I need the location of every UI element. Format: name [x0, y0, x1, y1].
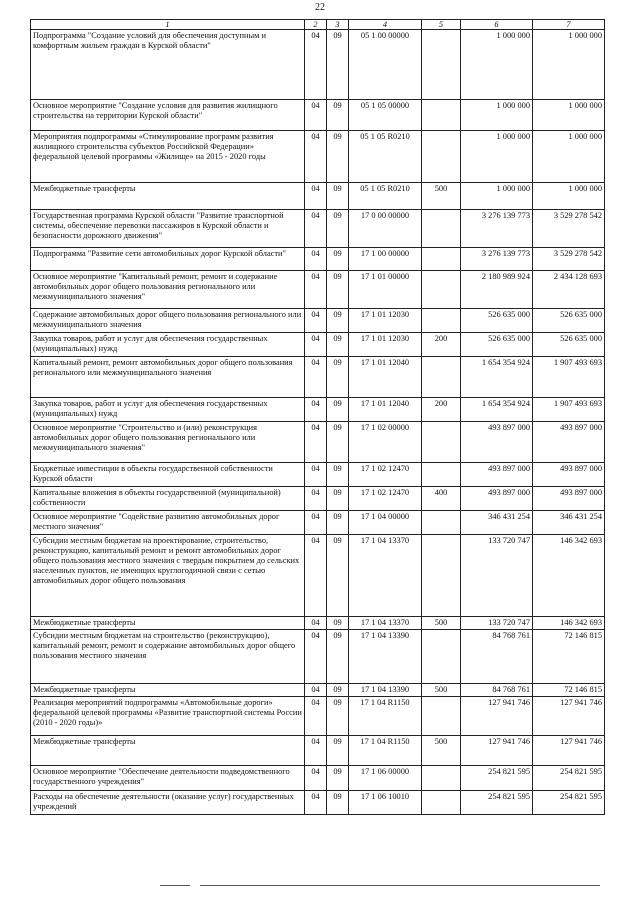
- cell-sum2: 1 000 000: [533, 183, 605, 210]
- cell-sum2: 346 431 254: [533, 511, 605, 535]
- cell-vr: [422, 271, 461, 309]
- header-cell-csr: 4: [349, 20, 422, 30]
- cell-sum2: 1 000 000: [533, 131, 605, 183]
- cell-name: Подпрограмма "Создание условий для обеспечения доступным и комфортным жильем граждан в Курской области": [31, 30, 305, 100]
- cell-sum2: 1 907 493 693: [533, 357, 605, 398]
- cell-sum1: 127 941 746: [461, 697, 533, 736]
- cell-name: Межбюджетные трансферты: [31, 736, 305, 766]
- cell-rz: 04: [305, 309, 327, 333]
- cell-sum1: 1 654 354 924: [461, 398, 533, 422]
- cell-name: Капитальные вложения в объекты государственной (муниципальной) собственности: [31, 487, 305, 511]
- cell-sum2: 127 941 746: [533, 697, 605, 736]
- cell-sum2: 254 821 595: [533, 791, 605, 815]
- cell-vr: [422, 697, 461, 736]
- cell-vr: [422, 630, 461, 684]
- cell-csr: 05 1 05 00000: [349, 100, 422, 131]
- cell-vr: [422, 535, 461, 617]
- cell-vr: [422, 210, 461, 248]
- cell-sum1: 1 000 000: [461, 131, 533, 183]
- cell-name: Подпрограмма "Развитие сети автомобильных дорог Курской области": [31, 248, 305, 271]
- cell-name: Субсидии местным бюджетам на строительство (реконструкцию), капитальный ремонт, ремонт и содержание автомобильных дорог общего пользования местного значения: [31, 630, 305, 684]
- table-row: [31, 309, 605, 333]
- cell-csr: 05 1 00 00000: [349, 30, 422, 100]
- table-row: [31, 684, 605, 697]
- cell-pr: 09: [327, 100, 349, 131]
- cell-name: Бюджетные инвестиции в объекты государственной собственности Курской области: [31, 463, 305, 487]
- cell-sum1: 254 821 595: [461, 791, 533, 815]
- cell-rz: 04: [305, 535, 327, 617]
- table-row: [31, 697, 605, 736]
- cell-rz: 04: [305, 271, 327, 309]
- cell-sum1: 84 768 761: [461, 684, 533, 697]
- table-row: [31, 422, 605, 463]
- cell-pr: 09: [327, 766, 349, 791]
- cell-vr: [422, 791, 461, 815]
- cell-pr: 09: [327, 398, 349, 422]
- cell-vr: [422, 357, 461, 398]
- cell-sum1: 84 768 761: [461, 630, 533, 684]
- cell-vr: 500: [422, 183, 461, 210]
- footer-rule: [200, 885, 600, 886]
- cell-vr: [422, 422, 461, 463]
- cell-rz: 04: [305, 630, 327, 684]
- budget-table: [30, 19, 605, 815]
- cell-csr: 17 1 04 13390: [349, 684, 422, 697]
- cell-rz: 04: [305, 736, 327, 766]
- cell-sum2: 1 907 493 693: [533, 398, 605, 422]
- table-row: [31, 271, 605, 309]
- table-row: [31, 248, 605, 271]
- cell-pr: 09: [327, 487, 349, 511]
- cell-name: Межбюджетные трансферты: [31, 684, 305, 697]
- cell-pr: 09: [327, 463, 349, 487]
- cell-vr: [422, 309, 461, 333]
- cell-name: Основное мероприятие "Строительство и (или) реконструкция автомобильных дорог общего пользования регионального или межмуниципального значения": [31, 422, 305, 463]
- cell-rz: 04: [305, 30, 327, 100]
- table-row: [31, 210, 605, 248]
- cell-sum2: 1 000 000: [533, 100, 605, 131]
- cell-sum2: 146 342 693: [533, 535, 605, 617]
- footer-rule-short: [160, 885, 190, 886]
- cell-sum1: 346 431 254: [461, 511, 533, 535]
- cell-pr: 09: [327, 617, 349, 630]
- table-row: [31, 766, 605, 791]
- cell-pr: 09: [327, 183, 349, 210]
- cell-pr: 09: [327, 131, 349, 183]
- table-row: [31, 463, 605, 487]
- cell-sum1: 493 897 000: [461, 463, 533, 487]
- cell-rz: 04: [305, 617, 327, 630]
- cell-name: Капитальный ремонт, ремонт автомобильных дорог общего пользования регионального или межмуниципального значения: [31, 357, 305, 398]
- table-body: [31, 20, 605, 815]
- cell-rz: 04: [305, 791, 327, 815]
- cell-pr: 09: [327, 684, 349, 697]
- cell-rz: 04: [305, 248, 327, 271]
- cell-pr: 09: [327, 333, 349, 357]
- cell-pr: 09: [327, 422, 349, 463]
- table-row: [31, 791, 605, 815]
- cell-name: Субсидии местным бюджетам на проектирование, строительство, реконструкцию, капитальный ремонт и ремонт автомобильных дорог общего пользования местного значения с твердым покрытием до сельских населенных пунктов, не имеющих круглогодичной связи с сетью автомобильных дорог общего пользования: [31, 535, 305, 617]
- table-row: [31, 30, 605, 100]
- cell-name: Межбюджетные трансферты: [31, 617, 305, 630]
- cell-vr: [422, 131, 461, 183]
- cell-rz: 04: [305, 684, 327, 697]
- cell-vr: [422, 248, 461, 271]
- cell-rz: 04: [305, 210, 327, 248]
- cell-pr: 09: [327, 30, 349, 100]
- table-row: [31, 398, 605, 422]
- cell-rz: 04: [305, 398, 327, 422]
- cell-sum2: 127 941 746: [533, 736, 605, 766]
- cell-vr: 500: [422, 736, 461, 766]
- cell-vr: [422, 100, 461, 131]
- cell-csr: 17 1 04 13390: [349, 630, 422, 684]
- cell-name: Государственная программа Курской области "Развитие транспортной системы, обеспечение перевозки пассажиров в Курской области и безопасности дорожного движения": [31, 210, 305, 248]
- cell-csr: 17 1 02 00000: [349, 422, 422, 463]
- cell-pr: 09: [327, 357, 349, 398]
- table-row: [31, 736, 605, 766]
- cell-sum2: 254 821 595: [533, 766, 605, 791]
- cell-csr: 17 1 00 00000: [349, 248, 422, 271]
- cell-sum2: 72 146 815: [533, 630, 605, 684]
- cell-rz: 04: [305, 422, 327, 463]
- cell-pr: 09: [327, 736, 349, 766]
- cell-name: Расходы на обеспечение деятельности (оказание услуг) государственных учреждений: [31, 791, 305, 815]
- header-cell-sum1: 6: [461, 20, 533, 30]
- cell-csr: 05 1 05 R0210: [349, 131, 422, 183]
- cell-pr: 09: [327, 210, 349, 248]
- cell-sum1: 526 635 000: [461, 333, 533, 357]
- cell-sum1: 1 000 000: [461, 30, 533, 100]
- cell-name: Содержание автомобильных дорог общего пользования регионального или межмуниципального значения: [31, 309, 305, 333]
- cell-pr: 09: [327, 791, 349, 815]
- cell-vr: 500: [422, 617, 461, 630]
- cell-csr: 17 1 06 00000: [349, 766, 422, 791]
- cell-sum2: 146 342 693: [533, 617, 605, 630]
- page-number: 22: [315, 2, 325, 13]
- cell-vr: 500: [422, 684, 461, 697]
- cell-csr: 17 1 06 10010: [349, 791, 422, 815]
- cell-csr: 17 1 04 13370: [349, 535, 422, 617]
- cell-sum2: 72 146 815: [533, 684, 605, 697]
- header-cell-vr: 5: [422, 20, 461, 30]
- cell-sum2: 493 897 000: [533, 463, 605, 487]
- header-cell-name: 1: [31, 20, 305, 30]
- cell-csr: 05 1 05 R0210: [349, 183, 422, 210]
- cell-name: Основное мероприятие "Содействие развитию автомобильных дорог местного значения": [31, 511, 305, 535]
- cell-rz: 04: [305, 463, 327, 487]
- cell-vr: 200: [422, 398, 461, 422]
- cell-csr: 17 0 00 00000: [349, 210, 422, 248]
- cell-csr: 17 1 01 12040: [349, 398, 422, 422]
- cell-vr: 400: [422, 487, 461, 511]
- table-row: [31, 100, 605, 131]
- header-cell-sum2: 7: [533, 20, 605, 30]
- cell-sum1: 493 897 000: [461, 422, 533, 463]
- cell-sum1: 493 897 000: [461, 487, 533, 511]
- header-cell-pr: 3: [327, 20, 349, 30]
- table-row: [31, 333, 605, 357]
- cell-sum1: 1 000 000: [461, 183, 533, 210]
- cell-pr: 09: [327, 697, 349, 736]
- cell-rz: 04: [305, 357, 327, 398]
- table-row: [31, 131, 605, 183]
- cell-sum1: 3 276 139 773: [461, 210, 533, 248]
- cell-sum1: 1 000 000: [461, 100, 533, 131]
- cell-pr: 09: [327, 511, 349, 535]
- cell-csr: 17 1 02 12470: [349, 463, 422, 487]
- cell-vr: 200: [422, 333, 461, 357]
- table-row: [31, 617, 605, 630]
- cell-sum2: 526 635 000: [533, 309, 605, 333]
- cell-sum1: 526 635 000: [461, 309, 533, 333]
- cell-csr: 17 1 02 12470: [349, 487, 422, 511]
- cell-rz: 04: [305, 183, 327, 210]
- cell-sum1: 133 720 747: [461, 535, 533, 617]
- cell-name: Межбюджетные трансферты: [31, 183, 305, 210]
- cell-sum1: 133 720 747: [461, 617, 533, 630]
- cell-name: Основное мероприятие "Создание условия для развития жилищного строительства на территории Курской области": [31, 100, 305, 131]
- cell-sum2: 493 897 000: [533, 487, 605, 511]
- cell-name: Реализация мероприятий подпрограммы «Автомобильные дороги» федеральной целевой программы «Развитие транспортной системы России (2010 - 2020 годы)»: [31, 697, 305, 736]
- cell-csr: 17 1 01 12030: [349, 333, 422, 357]
- cell-rz: 04: [305, 100, 327, 131]
- cell-vr: [422, 766, 461, 791]
- cell-rz: 04: [305, 766, 327, 791]
- cell-vr: [422, 511, 461, 535]
- cell-sum2: 1 000 000: [533, 30, 605, 100]
- table-row: [31, 535, 605, 617]
- table-row: [31, 511, 605, 535]
- cell-csr: 17 1 04 R1150: [349, 697, 422, 736]
- cell-sum1: 254 821 595: [461, 766, 533, 791]
- cell-rz: 04: [305, 487, 327, 511]
- cell-rz: 04: [305, 511, 327, 535]
- cell-pr: 09: [327, 248, 349, 271]
- cell-name: Основное мероприятие "Обеспечение деятельности подведомственного государственного учреждения": [31, 766, 305, 791]
- cell-name: Закупка товаров, работ и услуг для обеспечения государственных (муниципальных) нужд: [31, 333, 305, 357]
- cell-rz: 04: [305, 697, 327, 736]
- cell-csr: 17 1 01 00000: [349, 271, 422, 309]
- cell-csr: 17 1 04 00000: [349, 511, 422, 535]
- cell-vr: [422, 30, 461, 100]
- cell-pr: 09: [327, 535, 349, 617]
- cell-csr: 17 1 04 13370: [349, 617, 422, 630]
- cell-sum1: 1 654 354 924: [461, 357, 533, 398]
- cell-rz: 04: [305, 131, 327, 183]
- cell-sum2: 2 434 128 693: [533, 271, 605, 309]
- cell-vr: [422, 463, 461, 487]
- cell-pr: 09: [327, 271, 349, 309]
- cell-pr: 09: [327, 309, 349, 333]
- cell-csr: 17 1 01 12040: [349, 357, 422, 398]
- cell-sum1: 127 941 746: [461, 736, 533, 766]
- table-header-row: [31, 20, 605, 30]
- table-row: [31, 630, 605, 684]
- cell-name: Мероприятия подпрограммы «Стимулирование программ развития жилищного строительства субъектов Российской Федерации» федеральной целевой программы «Жилище» на 2015 - 2020 годы: [31, 131, 305, 183]
- table-row: [31, 183, 605, 210]
- cell-sum2: 3 529 278 542: [533, 248, 605, 271]
- cell-sum2: 526 635 000: [533, 333, 605, 357]
- cell-csr: 17 1 01 12030: [349, 309, 422, 333]
- table-row: [31, 487, 605, 511]
- cell-sum1: 2 180 989 924: [461, 271, 533, 309]
- table-row: [31, 357, 605, 398]
- header-cell-rz: 2: [305, 20, 327, 30]
- cell-csr: 17 1 04 R1150: [349, 736, 422, 766]
- cell-rz: 04: [305, 333, 327, 357]
- cell-name: Закупка товаров, работ и услуг для обеспечения государственных (муниципальных) нужд: [31, 398, 305, 422]
- cell-name: Основное мероприятие "Капитальный ремонт, ремонт и содержание автомобильных дорог общего пользования регионального или межмуниципального значения": [31, 271, 305, 309]
- cell-sum2: 493 897 000: [533, 422, 605, 463]
- cell-sum2: 3 529 278 542: [533, 210, 605, 248]
- cell-pr: 09: [327, 630, 349, 684]
- cell-sum1: 3 276 139 773: [461, 248, 533, 271]
